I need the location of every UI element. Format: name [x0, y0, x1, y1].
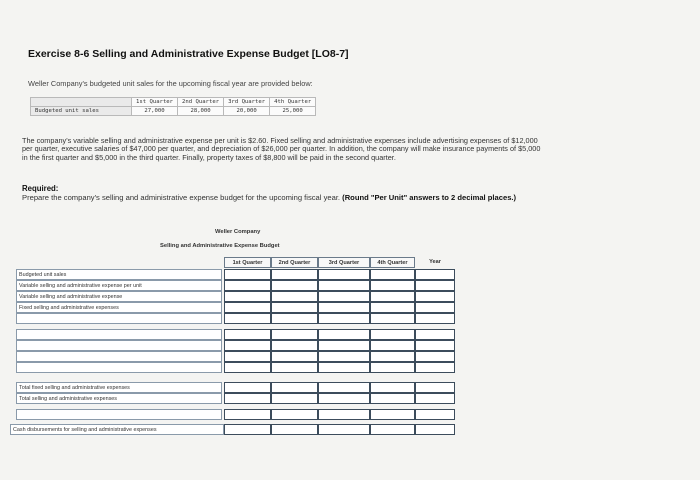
budget-row-label[interactable]	[16, 409, 222, 420]
answer-cell-year[interactable]	[415, 313, 455, 324]
answer-cell-year[interactable]	[415, 409, 455, 420]
answer-cell-q1[interactable]	[224, 302, 271, 313]
unit-sales-header-q2: 2nd Quarter	[178, 98, 224, 107]
budget-row-label[interactable]	[16, 340, 222, 351]
budget-row-label[interactable]: Budgeted unit sales	[16, 269, 222, 280]
answer-cell-q1[interactable]	[224, 280, 271, 291]
budget-row	[10, 351, 455, 362]
answer-cell-q1[interactable]	[224, 269, 271, 280]
budget-row-label[interactable]: Total selling and administrative expenses	[16, 393, 222, 404]
answer-cell-q1[interactable]	[224, 382, 271, 393]
required-heading: Required:	[22, 184, 59, 193]
answer-cell-q4[interactable]	[370, 351, 415, 362]
answer-cell-q3[interactable]	[318, 340, 370, 351]
budget-worksheet	[10, 228, 455, 440]
unit-sales-value-q1: 27,000	[132, 107, 178, 116]
answer-cell-year[interactable]	[415, 393, 455, 404]
answer-cell-q2[interactable]	[271, 382, 318, 393]
unit-sales-table	[30, 97, 316, 116]
answer-cell-q1[interactable]	[224, 424, 271, 435]
budget-row	[10, 382, 455, 393]
answer-cell-q3[interactable]	[318, 424, 370, 435]
unit-sales-value-q4: 25,000	[270, 107, 316, 116]
answer-cell-q4[interactable]	[370, 382, 415, 393]
budget-row-label[interactable]	[16, 351, 222, 362]
answer-cell-q3[interactable]	[318, 362, 370, 373]
answer-cell-q4[interactable]	[370, 329, 415, 340]
column-header-year: Year	[429, 259, 441, 265]
answer-cell-q4[interactable]	[370, 313, 415, 324]
intro-text: Weller Company's budgeted unit sales for the upcoming fiscal year are provided below:	[28, 79, 313, 88]
answer-cell-q3[interactable]	[318, 280, 370, 291]
budget-row-label[interactable]: Variable selling and administrative expense per unit	[16, 280, 222, 291]
budget-row	[10, 424, 455, 435]
answer-cell-q1[interactable]	[224, 329, 271, 340]
answer-cell-q3[interactable]	[318, 382, 370, 393]
unit-sales-header-q3: 3rd Quarter	[224, 98, 270, 107]
answer-cell-q3[interactable]	[318, 302, 370, 313]
answer-cell-year[interactable]	[415, 424, 455, 435]
answer-cell-q4[interactable]	[370, 302, 415, 313]
answer-cell-q4[interactable]	[370, 393, 415, 404]
answer-cell-q3[interactable]	[318, 393, 370, 404]
budget-row	[10, 329, 455, 340]
unit-sales-header-q4: 4th Quarter	[270, 98, 316, 107]
answer-cell-q1[interactable]	[224, 291, 271, 302]
answer-cell-q2[interactable]	[271, 291, 318, 302]
column-header-q2: 2nd Quarter	[271, 257, 318, 268]
budget-row-label[interactable]: Cash disbursements for selling and administrative expenses	[10, 424, 224, 435]
budget-row	[10, 302, 455, 313]
answer-cell-q2[interactable]	[271, 409, 318, 420]
budget-row	[10, 313, 455, 324]
required-instruction: Prepare the company's selling and administrative expense budget for the upcoming fiscal year.	[22, 193, 341, 202]
budget-row	[10, 362, 455, 373]
answer-cell-q4[interactable]	[370, 362, 415, 373]
answer-cell-q2[interactable]	[271, 302, 318, 313]
answer-cell-q2[interactable]	[271, 329, 318, 340]
answer-cell-q2[interactable]	[271, 280, 318, 291]
budget-row-label[interactable]: Total fixed selling and administrative expenses	[16, 382, 222, 393]
answer-cell-q3[interactable]	[318, 351, 370, 362]
answer-cell-q2[interactable]	[271, 424, 318, 435]
budget-row-label[interactable]	[16, 313, 222, 324]
budget-row	[10, 393, 455, 404]
unit-sales-value-q2: 28,000	[178, 107, 224, 116]
answer-cell-q2[interactable]	[271, 351, 318, 362]
budget-row-label[interactable]	[16, 329, 222, 340]
unit-sales-header-q1: 1st Quarter	[132, 98, 178, 107]
answer-cell-q2[interactable]	[271, 393, 318, 404]
answer-cell-year[interactable]	[415, 291, 455, 302]
answer-cell-q3[interactable]	[318, 313, 370, 324]
answer-cell-q4[interactable]	[370, 424, 415, 435]
answer-cell-q3[interactable]	[318, 269, 370, 280]
column-header-q3: 3rd Quarter	[318, 257, 370, 268]
column-header-q1: 1st Quarter	[224, 257, 271, 268]
answer-cell-q3[interactable]	[318, 409, 370, 420]
answer-cell-year[interactable]	[415, 302, 455, 313]
answer-cell-q2[interactable]	[271, 340, 318, 351]
answer-cell-q1[interactable]	[224, 313, 271, 324]
answer-cell-year[interactable]	[415, 382, 455, 393]
answer-cell-q2[interactable]	[271, 313, 318, 324]
exercise-title: Exercise 8-6 Selling and Administrative Expense Budget [LO8-7]	[28, 48, 349, 60]
answer-cell-q1[interactable]	[224, 409, 271, 420]
answer-cell-q3[interactable]	[318, 291, 370, 302]
answer-cell-year[interactable]	[415, 351, 455, 362]
budget-company-name: Weller Company	[215, 229, 261, 235]
budget-title: Selling and Administrative Expense Budget	[160, 243, 280, 249]
budget-row	[10, 280, 455, 291]
budget-row-label[interactable]	[16, 362, 222, 373]
required-text	[22, 194, 542, 203]
answer-cell-q1[interactable]	[224, 340, 271, 351]
answer-cell-q4[interactable]	[370, 291, 415, 302]
budget-row	[10, 291, 455, 302]
problem-paragraph: The company's variable selling and administrative expense per unit is $2.60. Fixed selling and administrative expenses include advertising expenses of $12,000 per quarter, executive salaries of $47,000 per quarter, and depreciation of $26,000 per quarter. In addition, the company will make insurance payments of $5,000 in the first quarter and $5,000 in the third quarter. Finally, property taxes of $8,800 will be paid in the second quarter.	[22, 136, 541, 162]
budget-row	[10, 269, 455, 280]
budget-row	[10, 409, 455, 420]
rounding-note: (Round "Per Unit" answers to 2 decimal places.)	[342, 193, 517, 202]
answer-cell-year[interactable]	[415, 280, 455, 291]
answer-cell-q2[interactable]	[271, 269, 318, 280]
answer-cell-q1[interactable]	[224, 393, 271, 404]
budget-row-label[interactable]: Variable selling and administrative expense	[16, 291, 222, 302]
answer-cell-q4[interactable]	[370, 409, 415, 420]
answer-cell-year[interactable]	[415, 340, 455, 351]
answer-cell-year[interactable]	[415, 269, 455, 280]
answer-cell-q4[interactable]	[370, 269, 415, 280]
answer-cell-q1[interactable]	[224, 351, 271, 362]
answer-cell-year[interactable]	[415, 329, 455, 340]
unit-sales-value-q3: 20,000	[224, 107, 270, 116]
answer-cell-q4[interactable]	[370, 340, 415, 351]
answer-cell-q2[interactable]	[271, 362, 318, 373]
answer-cell-q3[interactable]	[318, 329, 370, 340]
answer-cell-q1[interactable]	[224, 362, 271, 373]
budget-row	[10, 340, 455, 351]
budget-row-label[interactable]: Fixed selling and administrative expenses	[16, 302, 222, 313]
answer-cell-q4[interactable]	[370, 280, 415, 291]
unit-sales-label: Budgeted unit sales	[31, 107, 132, 116]
answer-cell-year[interactable]	[415, 362, 455, 373]
column-header-q4: 4th Quarter	[370, 257, 415, 268]
